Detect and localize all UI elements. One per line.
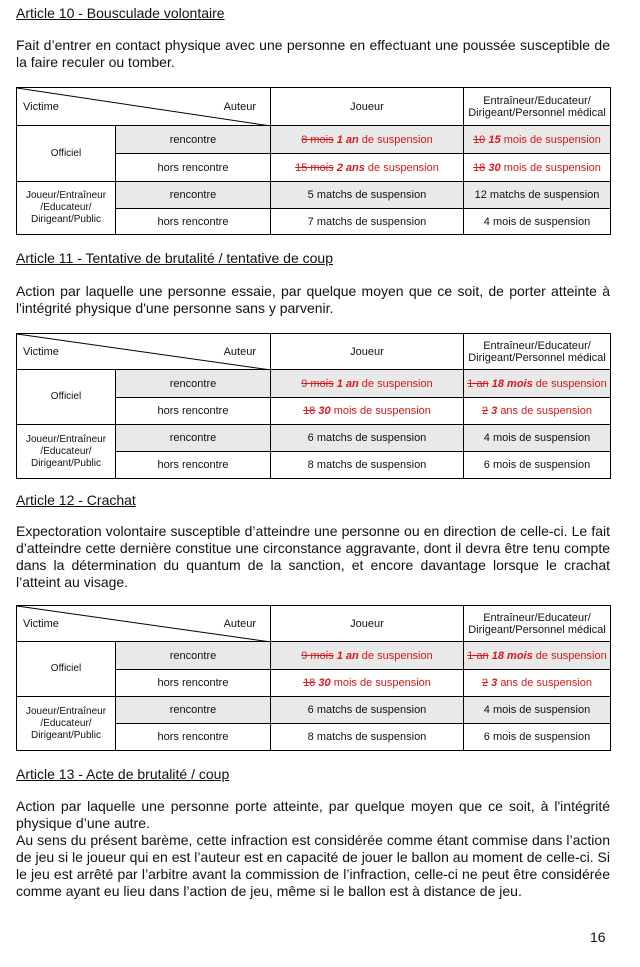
sanction-rest: de suspension (535, 649, 607, 662)
table-row (17, 642, 611, 670)
joueur-header: Joueur (271, 606, 464, 642)
old-value: 18 (303, 405, 316, 417)
article-11-table (16, 333, 611, 479)
sanction-rest: de suspension (361, 133, 433, 146)
joueur-sanction (271, 154, 464, 182)
article-12-text (16, 523, 610, 591)
old-value: 15 mois (295, 161, 334, 174)
staff-sanction (464, 670, 611, 697)
victim-author-cell (17, 88, 271, 126)
group-officiel: Officiel (17, 642, 116, 697)
context-cell: hors rencontre (116, 398, 271, 425)
joueur-sanction: 8 matchs de suspension (271, 724, 464, 751)
author-label: Auteur (223, 345, 256, 358)
article-10-title: Article 10 - Bousculade volontaire (16, 5, 225, 21)
old-value: 9 mois (301, 649, 334, 662)
old-value: 2 (481, 405, 489, 417)
new-value: 15 (488, 133, 501, 146)
sanction-rest: de suspension (361, 377, 433, 390)
staff-sanction: 12 matchs de suspension (464, 182, 611, 209)
old-value: 1 an (467, 649, 489, 662)
sanction-rest: mois de suspension (333, 405, 431, 417)
table-row (17, 370, 611, 398)
staff-sanction: 6 mois de suspension (464, 724, 611, 751)
sanction-rest: de suspension (361, 649, 433, 662)
table-header-row (17, 334, 611, 370)
author-label: Auteur (223, 617, 256, 630)
article-13-paragraph: Action par laquelle une personne porte atteinte, par quelque moyen que ce soit, à l'intégrité physique d’une autre. (16, 798, 610, 831)
context-cell: rencontre (116, 425, 271, 452)
old-value: 10 (473, 133, 486, 146)
staff-sanction (464, 370, 611, 398)
staff-header: Entraîneur/Educateur/ Dirigeant/Personnel médical (464, 334, 611, 370)
joueur-header: Joueur (271, 334, 464, 370)
new-value: 1 an (336, 377, 359, 390)
article-13-text (16, 798, 610, 900)
context-cell: rencontre (116, 182, 271, 209)
article-11-paragraph: Action par laquelle une personne essaie, par quelque moyen que ce soit, de porter atteinte à l'intégrité physique d'une personne sans y parvenir. (16, 283, 610, 316)
old-value: 9 mois (301, 377, 334, 390)
staff-sanction (464, 398, 611, 425)
group-officiel: Officiel (17, 126, 116, 182)
victim-author-cell (17, 334, 271, 370)
staff-sanction (464, 642, 611, 670)
table-row (17, 425, 611, 452)
sanction-rest: de suspension (535, 377, 607, 390)
context-cell: hors rencontre (116, 209, 271, 235)
new-value: 1 an (336, 133, 359, 146)
context-cell: hors rencontre (116, 452, 271, 479)
old-value: 8 mois (301, 133, 334, 146)
article-12-table (16, 605, 611, 751)
new-value: 30 (318, 405, 331, 417)
table-header-row (17, 606, 611, 642)
new-value: 30 (318, 677, 331, 689)
new-value: 3 (491, 405, 498, 417)
article-11-title: Article 11 - Tentative de brutalité / tentative de coup (16, 250, 334, 266)
context-cell: rencontre (116, 697, 271, 724)
table-row (17, 182, 611, 209)
sanction-rest: de suspension (367, 161, 439, 174)
article-12-title: Article 12 - Crachat (16, 492, 136, 508)
article-10-text (16, 37, 610, 71)
table-header-row (17, 88, 611, 126)
article-13-title: Article 13 - Acte de brutalité / coup (16, 766, 230, 782)
new-value: 18 mois (491, 377, 533, 390)
victim-label: Victime (23, 100, 59, 113)
victim-label: Victime (23, 617, 59, 630)
joueur-sanction: 5 matchs de suspension (271, 182, 464, 209)
joueur-sanction (271, 398, 464, 425)
context-cell: rencontre (116, 370, 271, 398)
joueur-sanction: 6 matchs de suspension (271, 697, 464, 724)
new-value: 2 ans (336, 161, 365, 174)
joueur-sanction (271, 126, 464, 154)
group-officiel: Officiel (17, 370, 116, 425)
page-number: 16 (590, 929, 606, 945)
group-joueur-public: Joueur/Entraîneur /Educateur/ Dirigeant/Public (17, 697, 116, 751)
new-value: 18 mois (491, 649, 533, 662)
group-joueur-public: Joueur/Entraîneur /Educateur/ Dirigeant/Public (17, 182, 116, 235)
staff-sanction: 4 mois de suspension (464, 697, 611, 724)
staff-header: Entraîneur/Educateur/ Dirigeant/Personnel médical (464, 606, 611, 642)
table-row (17, 697, 611, 724)
staff-header: Entraîneur/Educateur/ Dirigeant/Personnel médical (464, 88, 611, 126)
old-value: 18 (473, 161, 486, 174)
new-value: 30 (488, 161, 501, 174)
group-joueur-public: Joueur/Entraîneur /Educateur/ Dirigeant/Public (17, 425, 116, 479)
context-cell: rencontre (116, 126, 271, 154)
old-value: 2 (481, 677, 489, 689)
joueur-sanction: 7 matchs de suspension (271, 209, 464, 235)
table-row (17, 126, 611, 154)
joueur-sanction (271, 642, 464, 670)
victim-label: Victime (23, 345, 59, 358)
sanction-rest: ans de suspension (500, 405, 593, 417)
sanction-rest: ans de suspension (500, 677, 593, 689)
article-11-text (16, 283, 610, 317)
context-cell: hors rencontre (116, 670, 271, 697)
context-cell: hors rencontre (116, 724, 271, 751)
article-10-table (16, 87, 611, 235)
old-value: 1 an (467, 377, 489, 390)
staff-sanction: 6 mois de suspension (464, 452, 611, 479)
article-10-paragraph: Fait d’entrer en contact physique avec une personne en effectuant une poussée susceptible de la faire reculer ou tomber. (16, 37, 610, 70)
old-value: 18 (303, 677, 316, 689)
sanction-rest: mois de suspension (503, 161, 601, 174)
article-13-paragraph: Au sens du présent barème, cette infraction est considérée comme étant commise dans l’action de jeu si le joueur qui en est l’auteur est en capacité de jouer le ballon au moment de celle-ci. Si le jeu est arrêté par l’arbitre avant la commission de l’infraction, celle-ci ne peut être considérée comme ayant eu lieu dans l’action de jeu, même si le ballon est à distance de jeu. (16, 832, 610, 899)
joueur-sanction (271, 370, 464, 398)
staff-sanction: 4 mois de suspension (464, 425, 611, 452)
context-cell: hors rencontre (116, 154, 271, 182)
new-value: 3 (491, 677, 498, 689)
staff-sanction (464, 126, 611, 154)
sanction-rest: mois de suspension (333, 677, 431, 689)
joueur-sanction: 6 matchs de suspension (271, 425, 464, 452)
joueur-sanction (271, 670, 464, 697)
victim-author-cell (17, 606, 271, 642)
sanction-rest: mois de suspension (503, 133, 601, 146)
author-label: Auteur (223, 100, 256, 113)
joueur-sanction: 8 matchs de suspension (271, 452, 464, 479)
staff-sanction: 4 mois de suspension (464, 209, 611, 235)
joueur-header: Joueur (271, 88, 464, 126)
staff-sanction (464, 154, 611, 182)
context-cell: rencontre (116, 642, 271, 670)
article-12-paragraph: Expectoration volontaire susceptible d’atteindre une personne ou en direction de celle-ci. Le fait d’atteindre cette dernière constitue une circonstance aggravante, dont il devra être tenu compte dans la détermination du quantum de la sanction, et encore davantage lorsque le crachat l’atteint au visage. (16, 523, 610, 590)
new-value: 1 an (336, 649, 359, 662)
